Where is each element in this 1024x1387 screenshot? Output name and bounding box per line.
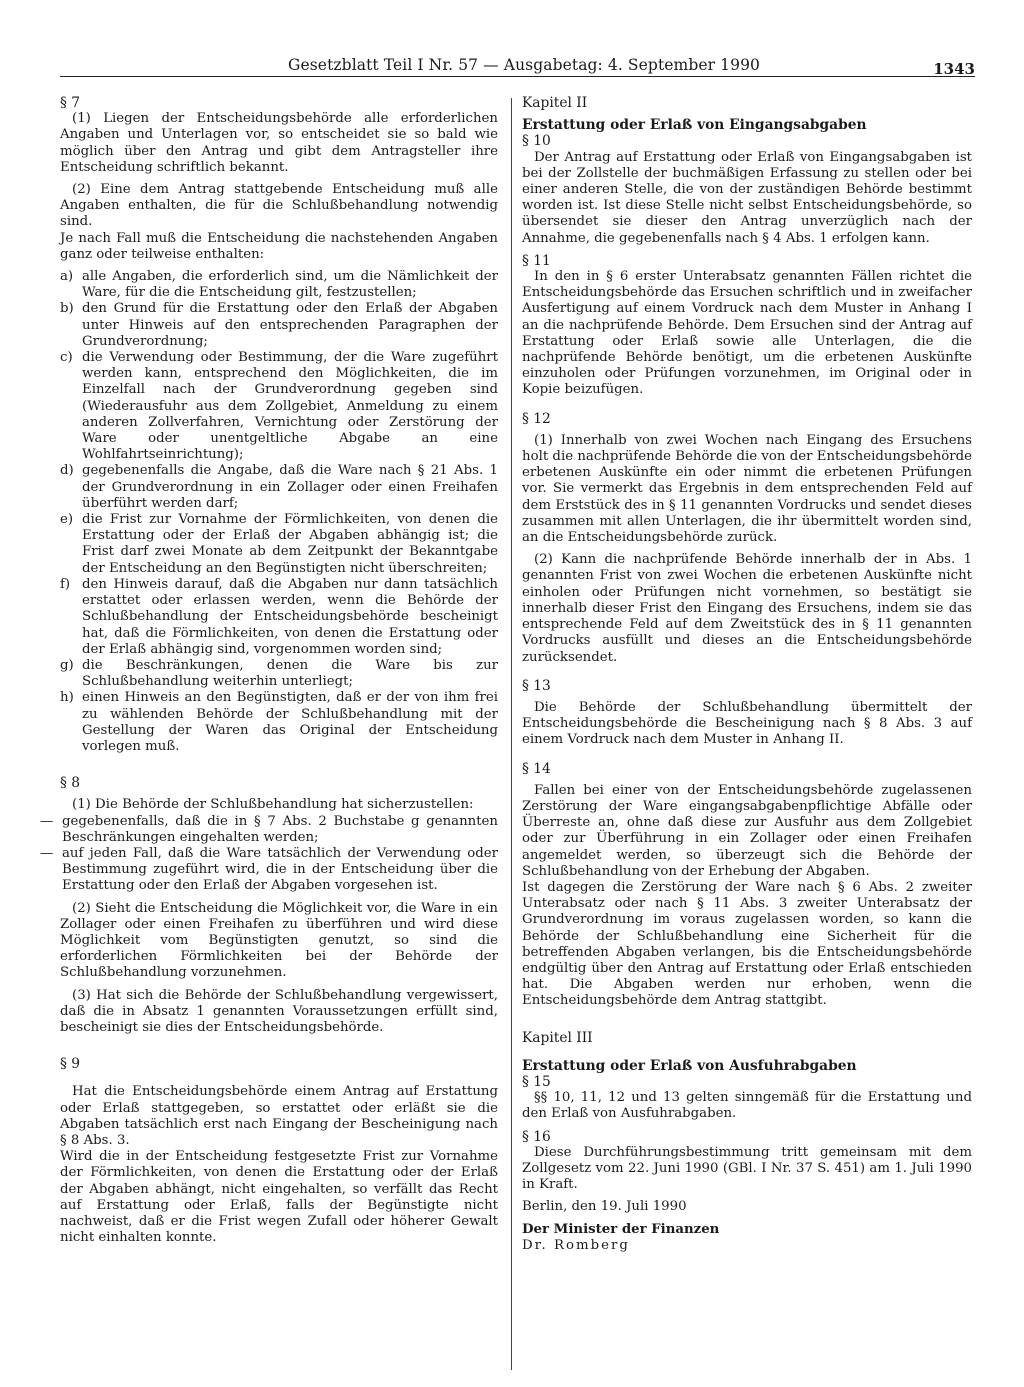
place-date: Berlin, den 19. Juli 1990 bbox=[522, 1199, 687, 1215]
section-7-para-2: (2) Eine dem Antrag stattgebende Entscheidung muß alle Angaben enthalten, die für die Schlußbehandlung notwendig sind. bbox=[60, 182, 498, 230]
section-7-para-1: (1) Liegen der Entscheidungsbehörde alle erforderlichen Angaben und Unterlagen vor, so entscheidet sie so bald wie möglich über den Antrag und gibt dem Antragsteller ihre Entscheidung schriftlich bekannt. bbox=[60, 111, 498, 175]
page-header bbox=[60, 50, 975, 78]
page-number: 1343 bbox=[933, 60, 975, 78]
signer-title: Der Minister der Finanzen bbox=[522, 1221, 720, 1237]
section-7-heading: § 7 bbox=[60, 95, 81, 111]
list-item: h) einen Hinweis an den Begünstigten, daß er der von ihm frei zu wählenden Behörde der Schlußbehandlung mit der Gestellung der Waren das Original der Entscheidung vorlegen muß. bbox=[60, 690, 498, 754]
list-item: a) alle Angaben, die erforderlich sind, um die Nämlichkeit der Ware, für die die Entscheidung gilt, festzustellen; bbox=[60, 269, 498, 301]
section-16-heading: § 16 bbox=[522, 1128, 551, 1145]
section-9-para-2: Wird die in der Entscheidung festgesetzte Frist zur Vornahme der Förmlichkeiten, von denen die Erstattung oder der Erlaß der Abgaben abhängt, nicht eingehalten, so verfällt das Recht auf Erstattung oder Erlaß, falls der Begünstigte nicht nachweist, daß er die Frist wegen Zufall oder höherer Gewalt nicht einhalten konnte. bbox=[60, 1149, 498, 1246]
chapter-2-heading: Kapitel II bbox=[522, 95, 588, 111]
list-item: c) die Verwendung oder Bestimmung, der die Ware zugeführt werden kann, entsprechend den Möglichkeiten, die im Einzelfall nach der Grundverordnung gegeben sind (Wiederausfuhr aus dem Zollgebiet, Anmeldung zu einem anderen Zollverfahren, Vernichtung oder Zerstörung der Ware oder unentgeltliche Abgabe an eine Wohlfahrtseinrichtung); bbox=[60, 350, 498, 463]
section-10-para-1: Der Antrag auf Erstattung oder Erlaß von Eingangsabgaben ist bei der Zollstelle der buchmäßigen Erfassung zu stellen oder bei einer anderen Stelle, die von der zuständigen Behörde bestimmt worden ist. Ist diese Stelle nicht selbst Entscheidungsbehörde, so übersendet sie dieser den Antrag unverzüglich nach der Annahme, die gegebenenfalls nach § 4 Abs. 1 erfolgen kann. bbox=[522, 149, 972, 246]
section-13-para-1: Die Behörde der Schlußbehandlung übermittelt der Entscheidungsbehörde die Bescheinigung nach § 8 Abs. 3 auf einem Vordruck nach dem Muster in Anhang II. bbox=[522, 699, 972, 748]
list-item: b) den Grund für die Erstattung oder den Erlaß der Abgaben unter Hinweis auf den entsprechenden Paragraphen der Grundverordnung; bbox=[60, 301, 498, 349]
list-item: g) die Beschränkungen, denen die Ware bis zur Schlußbehandlung weiterhin unterliegt; bbox=[60, 657, 498, 690]
list-item: f) den Hinweis darauf, daß die Abgaben nur dann tatsächlich erstattet oder erlassen werden, wenn die Behörde der Schlußbehandlung der Entscheidungsbehörde bescheinigt hat, daß die Förmlichkeiten, von denen die Erstattung oder der Erlaß abhängig sind, vorgenommen worden sind; bbox=[60, 576, 498, 657]
dash-item: — gegebenenfalls, daß die in § 7 Abs. 2 Buchstabe g genannten Beschränkungen eingehalten werden; bbox=[40, 813, 498, 845]
section-8-para-1: (1) Die Behörde der Schlußbehandlung hat sicherzustellen: bbox=[72, 797, 474, 813]
chapter-3-subheading: Erstattung oder Erlaß von Ausfuhrabgaben bbox=[522, 1057, 857, 1074]
chapter-2-subheading: Erstattung oder Erlaß von Eingangsabgaben bbox=[522, 117, 867, 134]
column-divider bbox=[511, 98, 512, 1370]
section-12-heading: § 12 bbox=[522, 410, 551, 427]
section-13-heading: § 13 bbox=[522, 677, 551, 694]
left-column bbox=[40, 95, 498, 1246]
section-9-para-1: Hat die Entscheidungsbehörde einem Antrag auf Erstattung oder Erlaß stattgegeben, so erstattet oder erläßt sie die Abgaben tatsächlich erst nach Eingang der Bescheinigung nach § 8 Abs. 3. bbox=[60, 1084, 498, 1148]
signer-name: Dr. Romberg bbox=[522, 1237, 630, 1253]
section-12-para-1: (1) Innerhalb von zwei Wochen nach Eingang des Ersuchens holt die nachprüfende Behörde die von der Entscheidungsbehörde erbetenen Auskünfte ein oder nimmt die erbetenen Prüfungen vor. Sie vermerkt das Ergebnis in dem entsprechenden Feld auf dem Erststück des in § 11 genannten Vordrucks und sendet dieses zusammen mit allen Unterlagen, die ihr übermittelt worden sind, an die Entscheidungsbehörde zurück. bbox=[522, 432, 972, 546]
section-8-para-2: (2) Sieht die Entscheidung die Möglichkeit vor, die Ware in ein Zollager oder einen Freihafen zu überführen und wird diese Möglichkeit vom Begünstigten genutzt, so sind die erforderlichen Förmlichkeiten bei der Behörde der Schlußbehandlung vorzunehmen. bbox=[60, 900, 498, 981]
section-16-para-1: Diese Durchführungsbestimmung tritt gemeinsam mit dem Zollgesetz vom 22. Juni 1990 (GBl. I Nr. 37 S. 451) am 1. Juli 1990 in Kraft. bbox=[522, 1144, 972, 1193]
list-item: d) gegebenenfalls die Angabe, daß die Ware nach § 21 Abs. 1 der Grundverordnung in ein Zollager oder einen Freihafen überführt werden darf; bbox=[60, 463, 498, 511]
section-8-heading: § 8 bbox=[60, 775, 81, 792]
section-7-para-3: Je nach Fall muß die Entscheidung die nachstehenden Angaben ganz oder teilweise enthalten: bbox=[60, 230, 498, 262]
gazette-title: Gesetzblatt Teil I Nr. 57 — Ausgabetag: 4. September 1990 bbox=[288, 56, 761, 74]
section-15-para-1: §§ 10, 11, 12 und 13 gelten sinngemäß für die Erstattung und den Erlaß von Ausfuhrabgaben. bbox=[522, 1090, 972, 1122]
section-10-heading: § 10 bbox=[522, 133, 551, 150]
section-15-heading: § 15 bbox=[522, 1073, 551, 1090]
dash-item: — auf jeden Fall, daß die Ware tatsächlich der Verwendung oder Bestimmung zugeführt wird, die in der Entscheidung über die Erstattung oder den Erlaß der Abgaben vorgesehen ist. bbox=[40, 845, 498, 894]
section-9-heading: § 9 bbox=[60, 1056, 81, 1073]
right-column bbox=[522, 95, 972, 1254]
chapter-3-heading: Kapitel III bbox=[522, 1029, 593, 1046]
section-12-para-2: (2) Kann die nachprüfende Behörde innerhalb der in Abs. 1 genannten Frist von zwei Wochen die erbetenen Auskünfte nicht einholen oder Prüfungen nicht vornehmen, so bestätigt sie innerhalb dieser Frist den Eingang des Ersuchens, indem sie das entsprechende Feld auf dem Zweitstück des in § 11 genannten Vordrucks ausfüllt und dieses an die Entscheidungsbehörde zurücksendet. bbox=[522, 552, 972, 665]
section-14-para-2: Ist dagegen die Zerstörung der Ware nach § 6 Abs. 2 zweiter Unterabsatz oder nach § 11 Abs. 3 zweiter Unterabsatz der Grundverordnung im voraus zugelassen worden, so kann die Behörde der Schlußbehandlung eine Sicherheit für die betreffenden Abgaben verlangen, bis die Entscheidungsbehörde endgültig über den Antrag auf Erstattung oder Erlaß entschieden hat. Die Abgaben werden nur erhoben, wenn die Entscheidungsbehörde dem Antrag stattgibt. bbox=[522, 879, 972, 1009]
section-11-heading: § 11 bbox=[522, 252, 551, 269]
section-14-heading: § 14 bbox=[522, 760, 551, 777]
list-item: e) die Frist zur Vornahme der Förmlichkeiten, von denen die Erstattung oder der Erlaß der Abgaben abhängig ist; die Frist darf zwei Monate ab dem Zeitpunkt der Bekanntgabe der Entscheidung an den Begünstigten nicht überschreiten; bbox=[60, 512, 498, 576]
header-rule bbox=[60, 76, 975, 77]
section-14-para-1: Fallen bei einer von der Entscheidungsbehörde zugelassenen Zerstörung der Ware eingangsabgabenpflichtige Abfälle oder Überreste an, ohne daß diese zur Ausfuhr aus dem Zollgebiet oder zur Überführung in ein Zollager oder einen Freihafen angemeldet werden, so überzeugt sich die Behörde der Schlußbehandlung von der Erhebung der Abgaben. bbox=[522, 782, 972, 879]
section-11-para-1: In den in § 6 erster Unterabsatz genannten Fällen richtet die Entscheidungsbehörde das Ersuchen schriftlich und in zweifacher Ausfertigung auf einem Vordruck nach dem Muster in Anhang I an die nachprüfende Behörde. Dem Ersuchen sind der Antrag auf Erstattung oder Erlaß sowie alle Unterlagen, die die nachprüfende Behörde benötigt, um die erbetenen Auskünfte einzuholen oder Prüfungen vorzunehmen, im Original oder in Kopie beizufügen. bbox=[522, 269, 972, 398]
section-8-para-3: (3) Hat sich die Behörde der Schlußbehandlung vergewissert, daß die in Absatz 1 genannten Voraussetzungen erfüllt sind, bescheinigt sie dies der Entscheidungsbehörde. bbox=[60, 987, 498, 1035]
